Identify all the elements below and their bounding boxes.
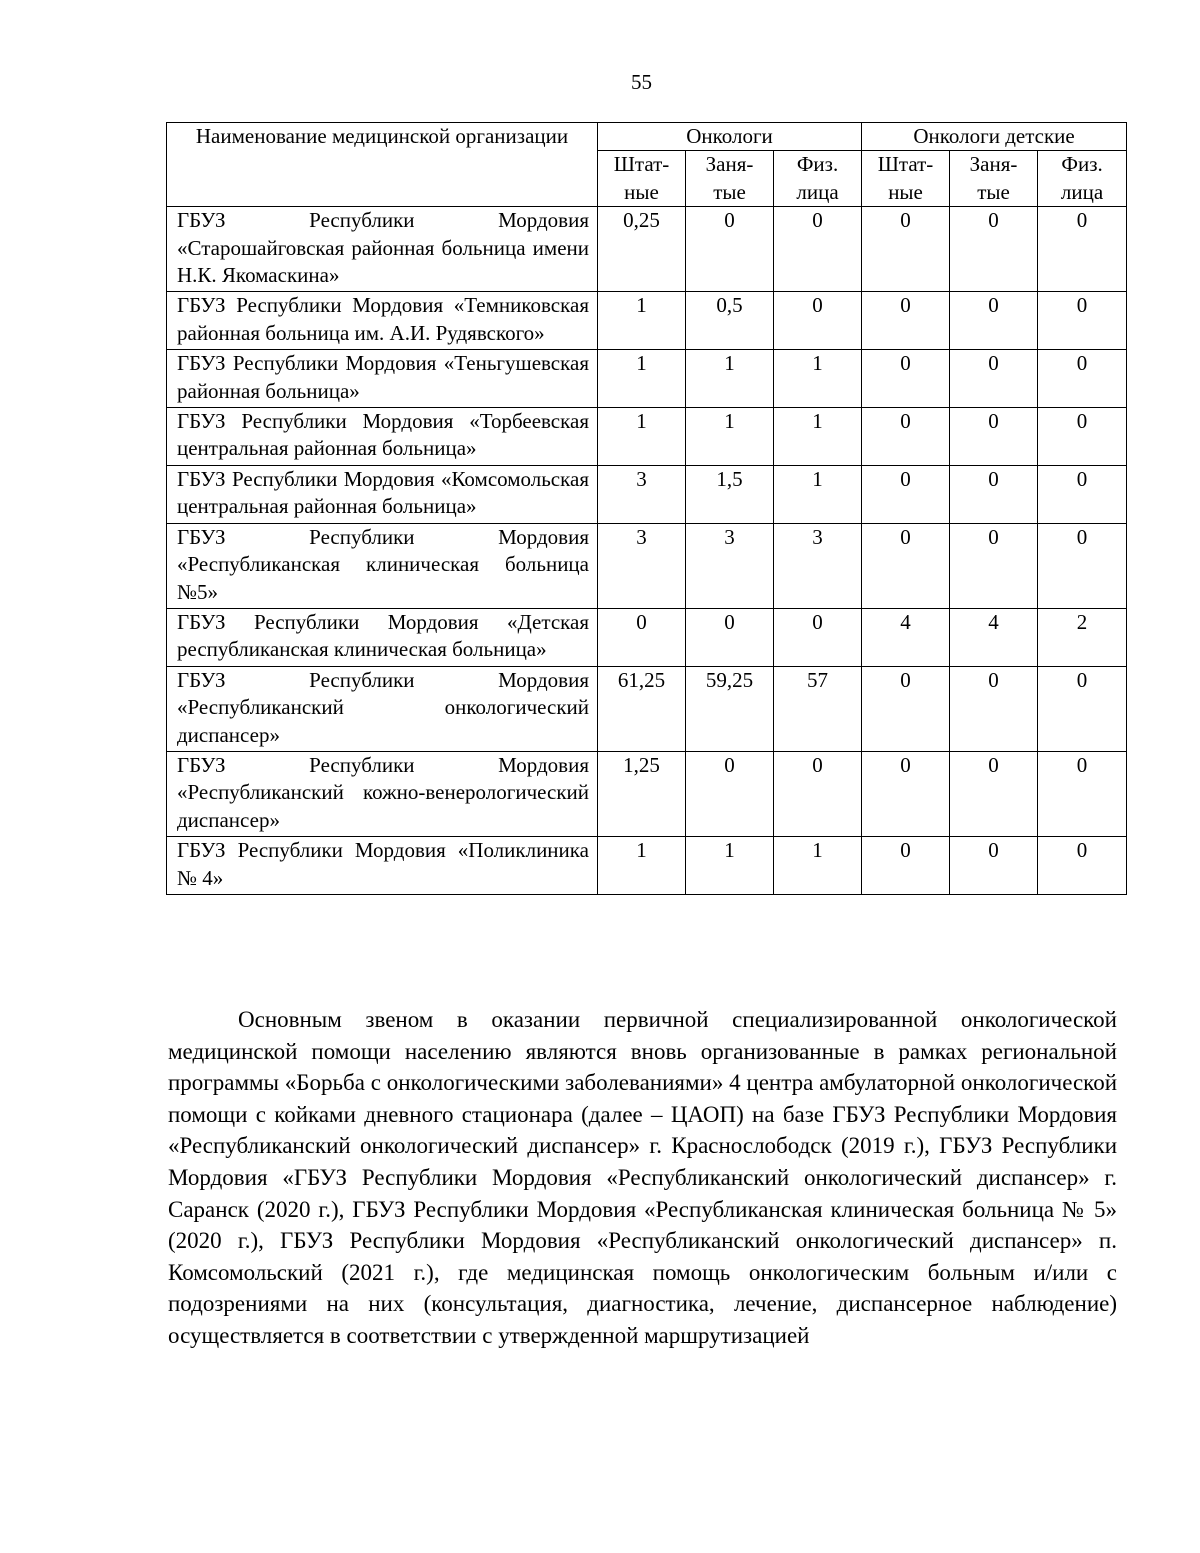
- value-cell: 0: [1038, 408, 1127, 466]
- value-cell: 1: [774, 408, 862, 466]
- value-cell: 1,25: [598, 751, 686, 836]
- header-oncologists: Онкологи: [598, 123, 862, 151]
- value-cell: 0: [950, 837, 1038, 895]
- value-cell: 61,25: [598, 666, 686, 751]
- value-cell: 0: [598, 608, 686, 666]
- table-row: [167, 751, 1127, 836]
- value-cell: 1: [598, 837, 686, 895]
- table-row: [167, 292, 1127, 350]
- value-cell: 0: [950, 465, 1038, 523]
- value-cell: 0: [950, 523, 1038, 608]
- value-cell: 0: [862, 837, 950, 895]
- table-header-row: [167, 123, 1127, 151]
- value-cell: 0: [1038, 292, 1127, 350]
- value-cell: 0: [950, 408, 1038, 466]
- value-cell: 0: [686, 608, 774, 666]
- value-cell: 0: [686, 207, 774, 292]
- table-row: [167, 837, 1127, 895]
- organization-name-cell: ГБУЗ Республики Мордовия «Старошайговская районная больница имени Н.К. Якомаскина»: [167, 207, 598, 292]
- subheader-occupied: Заня- тые: [950, 151, 1038, 207]
- value-cell: 0: [950, 350, 1038, 408]
- value-cell: 0: [774, 207, 862, 292]
- value-cell: 2: [1038, 608, 1127, 666]
- oncologists-staff-table: [166, 122, 1127, 895]
- value-cell: 0: [862, 523, 950, 608]
- value-cell: 1,5: [686, 465, 774, 523]
- header-child-oncologists: Онкологи детские: [862, 123, 1127, 151]
- organization-name-cell: ГБУЗ Республики Мордовия «Республиканская клиническая больница №5»: [167, 523, 598, 608]
- value-cell: 0: [862, 666, 950, 751]
- value-cell: 0: [1038, 207, 1127, 292]
- value-cell: 1: [686, 837, 774, 895]
- value-cell: 0,5: [686, 292, 774, 350]
- value-cell: 0,25: [598, 207, 686, 292]
- value-cell: 0: [1038, 666, 1127, 751]
- value-cell: 1: [774, 350, 862, 408]
- table-row: [167, 666, 1127, 751]
- value-cell: 0: [1038, 465, 1127, 523]
- value-cell: 3: [774, 523, 862, 608]
- body-paragraph: Основным звеном в оказании первичной специализированной онкологической медицинской помощи населению являются вновь организованные в рамках региональной программы «Борьба с онкологическими заболеваниями» 4 центра амбулаторной онкологической помощи с койками дневного стационара (далее – ЦАОП) на базе ГБУЗ Республики Мордовия «Республиканский онкологический диспансер» г. Краснослободск (2019 г.), ГБУЗ Республики Мордовия «ГБУЗ Республики Мордовия «Республиканский онкологический диспансер» г. Саранск (2020 г.), ГБУЗ Республики Мордовия «Республиканская клиническая больница № 5» (2020 г.), ГБУЗ Республики Мордовия «Республиканский онкологический диспансер» п. Комсомольский (2021 г.), где медицинская помощь онкологическим больным и/или с подозрениями на них (консультация, диагностика, лечение, диспансерное наблюдение) осуществляется в соответствии с утвержденной маршрутизацией: [168, 1007, 1117, 1348]
- value-cell: 0: [1038, 751, 1127, 836]
- value-cell: 0: [862, 350, 950, 408]
- organization-name-cell: ГБУЗ Республики Мордовия «Поликлиника № 4»: [167, 837, 598, 895]
- value-cell: 1: [598, 292, 686, 350]
- table-row: [167, 207, 1127, 292]
- table-row: [167, 608, 1127, 666]
- value-cell: 0: [1038, 350, 1127, 408]
- value-cell: 0: [1038, 523, 1127, 608]
- value-cell: 59,25: [686, 666, 774, 751]
- subheader-persons: Физ. лица: [774, 151, 862, 207]
- value-cell: 0: [950, 751, 1038, 836]
- value-cell: 0: [862, 408, 950, 466]
- organization-name-cell: ГБУЗ Республики Мордовия «Республиканский онкологический диспансер»: [167, 666, 598, 751]
- value-cell: 0: [686, 751, 774, 836]
- subheader-staff: Штат- ные: [598, 151, 686, 207]
- organization-name-cell: ГБУЗ Республики Мордовия «Комсомольская центральная районная больница»: [167, 465, 598, 523]
- subheader-persons: Физ. лица: [1038, 151, 1127, 207]
- value-cell: 1: [598, 350, 686, 408]
- organization-name-cell: ГБУЗ Республики Мордовия «Республиканский кожно-венерологический диспансер»: [167, 751, 598, 836]
- value-cell: 1: [686, 408, 774, 466]
- value-cell: 0: [774, 608, 862, 666]
- value-cell: 1: [774, 465, 862, 523]
- value-cell: 0: [1038, 837, 1127, 895]
- value-cell: 1: [774, 837, 862, 895]
- value-cell: 57: [774, 666, 862, 751]
- organization-name-cell: ГБУЗ Республики Мордовия «Торбеевская центральная районная больница»: [167, 408, 598, 466]
- organization-name-cell: ГБУЗ Республики Мордовия «Детская республиканская клиническая больница»: [167, 608, 598, 666]
- value-cell: 0: [862, 465, 950, 523]
- value-cell: 3: [598, 465, 686, 523]
- value-cell: 0: [862, 207, 950, 292]
- value-cell: 0: [950, 207, 1038, 292]
- page-number: 55: [631, 70, 652, 94]
- value-cell: 0: [774, 292, 862, 350]
- organization-name-cell: ГБУЗ Республики Мордовия «Темниковская районная больница им. А.И. Рудявского»: [167, 292, 598, 350]
- value-cell: 3: [686, 523, 774, 608]
- organization-name-cell: ГБУЗ Республики Мордовия «Теньгушевская районная больница»: [167, 350, 598, 408]
- value-cell: 0: [950, 666, 1038, 751]
- value-cell: 0: [862, 292, 950, 350]
- value-cell: 0: [862, 751, 950, 836]
- table-row: [167, 465, 1127, 523]
- value-cell: 1: [598, 408, 686, 466]
- subheader-occupied: Заня- тые: [686, 151, 774, 207]
- value-cell: 4: [862, 608, 950, 666]
- table-row: [167, 350, 1127, 408]
- value-cell: 3: [598, 523, 686, 608]
- value-cell: 0: [774, 751, 862, 836]
- value-cell: 4: [950, 608, 1038, 666]
- value-cell: 0: [950, 292, 1038, 350]
- table-row: [167, 408, 1127, 466]
- header-organization-name: Наименование медицинской организации: [167, 123, 598, 207]
- table-row: [167, 523, 1127, 608]
- value-cell: 1: [686, 350, 774, 408]
- subheader-staff: Штат- ные: [862, 151, 950, 207]
